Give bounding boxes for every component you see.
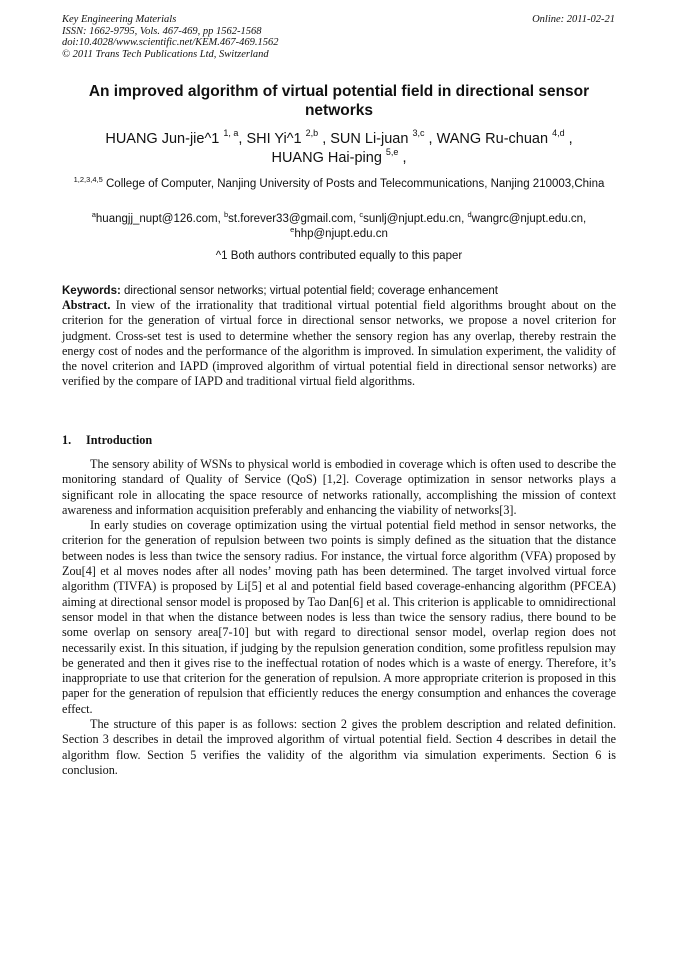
email-address: huangjj_nupt@126.com [95,213,218,225]
section-heading [62,433,152,448]
journal-doi: doi:10.4028/www.scientific.net/KEM.467-469.1562 [62,37,279,48]
email-address: hhp@njupt.edu.cn [294,228,388,240]
abstract [62,298,616,390]
online-date: Online: 2011-02-21 [532,14,615,25]
paragraph: The sensory ability of WSNs to physical world is embodied in coverage which is often used to describe the monitoring standard of Quality of Service (QoS) [1,2]. Coverage optimization in sensor networks plays a significant role in allocating the space resource of networks rationally, accomplishing the mission of context awareness and information acquisition preferably and enhancing the viability of networks[3]. [62,457,616,517]
author-separator: , [322,131,327,147]
journal-name: Key Engineering Materials [62,14,177,25]
author-superscript: 4,d [552,128,565,138]
paper-title: An improved algorithm of virtual potential field in directional sensor networks [88,83,590,119]
author-name: SUN Li-juan [330,131,409,147]
keywords-label: Keywords: [62,285,121,297]
affiliation [62,177,616,192]
email-superscript: b [223,210,229,219]
email-address: sunlj@njupt.edu.cn [363,213,462,225]
journal-copyright: © 2011 Trans Tech Publications Ltd, Switzerland [62,48,269,60]
equal-contribution-note: ^1 Both authors contributed equally to this paper [215,250,463,262]
author-superscript: 1, a [223,128,239,138]
section-body [62,457,616,778]
paragraph: In early studies on coverage optimization using the virtual potential field method in sensor networks, the criterion for the generation of repulsion between two points is simply defined as the situation that the distance between nodes is less than twice the sensory radius. For instance, the virtual force algorithm (VFA) proposed by Zou[4] et al moves nodes after all nodes’ moving path has been determined. The target involved virtual force algorithm (TIVFA) is proposed by Li[5] et al and potential field based coverage-enhancing algorithm (PFCEA) aiming at directional sensor model is proposed by Tao Dan[6] et al. This criterion is applicable to omnidirectional sensor model in that when the distance between nodes is less than twice the sensory radius, there bound to be some overlap on sensory area[7-10] but with regard to directional sensor model, overlap region does not necessarily exist. In this situation, if judging by the repulsion generation condition, some profitless repulsion may be generated and then it gives rise to the ineffectual rotation of nodes which is a waste of energy. Therefore, it’s inappropriate to use that criterion for the generation of repulsion. A more appropriate criterion is proposed in this paper for the generation of repulsion that efficiently reduces the energy consumption and enhances the coverage effect. [62,518,616,716]
section-title: Introduction [86,433,153,447]
abstract-text: In view of the irrationality that traditional virtual potential field algorithms brought about on the criterion for the generation of virtual force in directional sensor networks, we propose a novel criterion for judgment. Cross-set test is used to determine whether the sensory region has any overlap, thereby restrain the energy cost of nodes and the performance of the algorithm is improved. In simulation experiment, the validity of the novel criterion and IAPD (improved algorithm of virtual potential field in directional sensor networks) are verified by the compare of IAPD and traditional virtual field algorithms. [62,298,616,389]
author-superscript: 3,c [412,128,425,138]
keywords-text: directional sensor networks; virtual potential field; coverage enhancement [124,285,498,297]
email-superscript: c [359,210,364,219]
author-separator: , [428,131,433,147]
author-name: SHI Yi^1 [246,131,302,147]
author-name: WANG Ru-chuan [436,131,549,147]
author-name: HUANG Jun-jie^1 [105,131,220,147]
author-superscript: 2,b [305,128,319,138]
keywords [62,284,616,299]
journal-header [62,14,279,60]
email-superscript: a [91,210,96,219]
email-superscript: e [290,225,295,234]
email-address: st.forever33@gmail.com [228,213,353,225]
section-number: 1. [62,433,72,447]
author-superscript: 5,e [385,147,399,157]
author-name: HUANG Hai-ping [271,150,382,166]
affiliation-text: College of Computer, Nanjing University of Posts and Telecommunications, Nanjing 210003,China [106,178,605,190]
author-separator: , [568,131,573,147]
author-list [62,130,616,168]
abstract-label: Abstract. [62,298,111,312]
journal-issn: ISSN: 1662-9795, Vols. 467-469, pp 1562-1568 [62,25,262,37]
email-list: $^a$huangjj_nupt@126.com, $^b$st.forever33@gmail.com, $^c$sunlj@njupt.edu.cn, $^d$wangrc@njupt.edu.cn, $^e$hhp@njupt.edu.cn [91,210,587,240]
author-separator: , [402,150,407,166]
email-superscript: d [467,210,472,219]
author-separator: , [238,131,243,147]
affiliation-superscript: 1,2,3,4,5 [73,175,103,184]
email-address: wangrc@njupt.edu.cn [471,213,584,225]
paragraph: The structure of this paper is as follows: section 2 gives the problem description and related definition. Section 3 describes in detail the improved algorithm of virtual potential field. Section 4 describes in detail the algorithm flow. Section 5 verifies the validity of the algorithm via simulation experiments. Section 6 is conclusion. [62,717,616,777]
